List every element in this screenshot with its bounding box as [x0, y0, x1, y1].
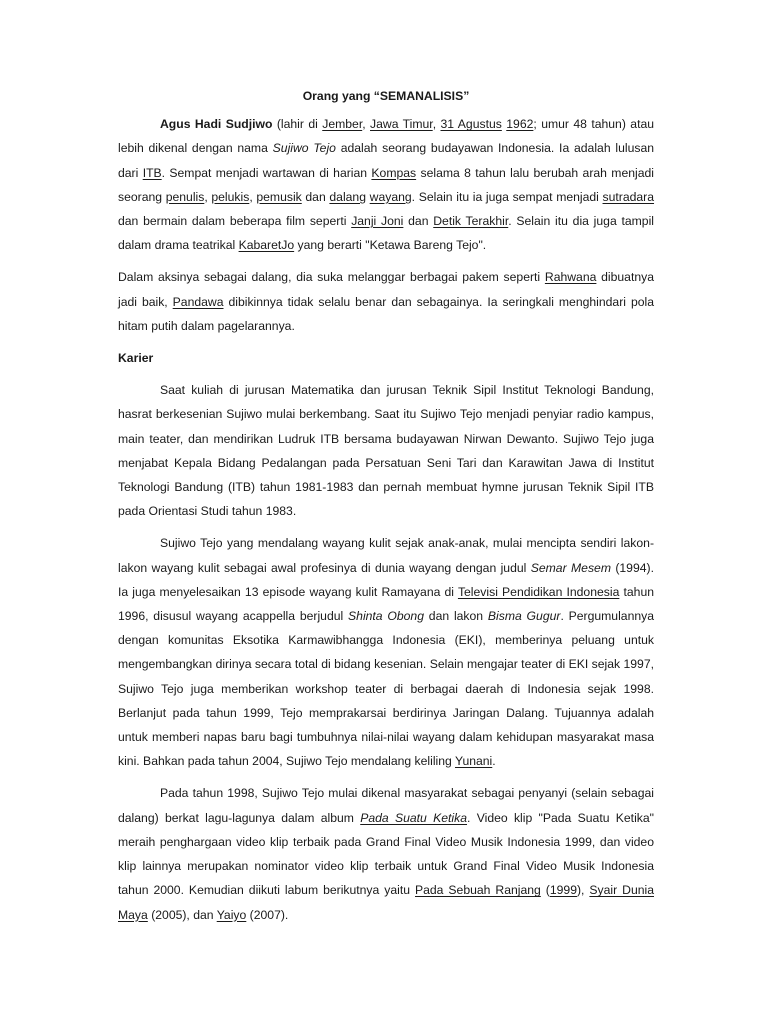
text-run: . Video klip "Pada Suatu Ketika" meraih penghargaan video klip terbaik pada Grand Final Video Musik Indonesia 1999, dan video klip lainnya merupakan nominator video klip terbaik untuk Grand Final Video Musik Indonesia tahun 2000. Kemudian diikuti labum berikutnya yaitu — [118, 810, 654, 898]
text-run: , — [249, 189, 257, 204]
text-run: ( — [540, 883, 550, 898]
link-yunani[interactable]: Yunani — [454, 754, 493, 769]
link-syair-dunia-maya[interactable]: Syair Dunia Maya — [118, 883, 654, 922]
career-paragraph-1: Saat kuliah di jurusan Matematika dan jurusan Teknik Sipil Institut Teknologi Bandung, hasrat berkesenian Sujiwo mulai berkembang. Saat itu Sujiwo Tejo menjadi penyiar radio kampus, main teater, dan mendirikan Ludruk ITB bersama budayawan Nirwan Dewanto. Sujiwo Tejo juga menjabat Kepala Bidang Pedalangan pada Persatuan Seni Tari dan Karawitan Jawa di Institut Teknologi Bandung (ITB) tahun 1981-1983 dan pernah membuat hymne jurusan Teknik Sipil ITB pada Orientasi Studi tahun 1983. — [118, 383, 654, 519]
link-pada-suatu-ketika[interactable]: Pada Suatu Ketika — [360, 810, 468, 825]
link-wayang[interactable]: wayang — [369, 189, 412, 204]
title-shinta-obong: Shinta Obong — [348, 609, 424, 624]
text-run: , — [362, 117, 371, 132]
text-run: tahun 1996, disusul wayang acappella berjudul — [118, 584, 655, 624]
text-run: Dalam aksinya sebagai dalang, dia suka melanggar berbagai pakem seperti — [118, 270, 545, 285]
text-run: . Selain itu dia juga tampil dalam drama teatrikal — [118, 214, 655, 253]
text-run: dan bermain dalam beberapa film seperti — [118, 214, 352, 229]
link-pemusik[interactable]: pemusik — [256, 189, 302, 204]
link-detik-terakhir[interactable]: Detik Terakhir — [433, 214, 509, 229]
section-heading-karier: Karier — [118, 351, 154, 366]
link-birth-year[interactable]: 1962 — [506, 117, 534, 132]
link-kompas[interactable]: Kompas — [371, 165, 417, 180]
text-run: dan — [403, 214, 434, 229]
text-run: ), — [576, 883, 590, 898]
text-run: Sujiwo Tejo yang mendalang wayang kulit sejak anak-anak, mulai mencipta sendiri lakon-lakon wayang kulit sebagai awal profesinya di dunia wayang dengan judul — [118, 536, 654, 575]
text-run: . — [492, 754, 496, 769]
career-paragraph-2 — [118, 531, 654, 773]
link-pelukis[interactable]: pelukis — [211, 189, 250, 204]
text-run: (2007). — [246, 907, 289, 922]
text-run: , — [432, 117, 441, 132]
link-pada-sebuah-ranjang[interactable]: Pada Sebuah Ranjang — [415, 883, 541, 898]
link-dalang[interactable]: dalang — [329, 189, 366, 204]
text-run: dibuatnya jadi baik, — [118, 270, 654, 309]
link-birth-date[interactable]: 31 Agustus — [440, 117, 502, 132]
pakem-paragraph — [118, 265, 654, 338]
subject-name: Agus Hadi Sudjiwo — [160, 117, 273, 132]
link-yaiyo[interactable]: Yaiyo — [216, 907, 247, 922]
link-jawa-timur[interactable]: Jawa Timur — [370, 117, 433, 132]
text-run: dan lakon — [424, 609, 488, 624]
link-kabaretjo[interactable]: KabaretJo — [238, 238, 295, 253]
career-paragraph-3 — [118, 781, 654, 926]
text-run: dan — [301, 189, 330, 204]
link-pandawa[interactable]: Pandawa — [172, 294, 224, 309]
text-run: dibikinnya tidak selalu benar dan sebagainya. Ia seringkali menghindari pola hitam putih dalam pagelarannya. — [118, 294, 654, 333]
link-itb[interactable]: ITB — [142, 165, 162, 180]
text-run: ; umur 48 tahun) atau lebih dikenal dengan nama — [118, 117, 655, 156]
link-year-1999[interactable]: 1999 — [549, 883, 577, 898]
text-run: (1994). Ia juga menyelesaikan 13 episode wayang kulit Ramayana di — [118, 560, 654, 599]
link-penulis[interactable]: penulis — [165, 189, 205, 204]
document-title: Orang yang “SEMANALISIS” — [302, 89, 470, 103]
link-sutradara[interactable]: sutradara — [602, 189, 655, 204]
title-semar-mesem: Semar Mesem — [530, 560, 611, 575]
text-run: Pada tahun 1998, Sujiwo Tejo mulai dikenal masyarakat sebagai penyanyi (selain sebagai dalang) berkat lagu-lagunya dalam album — [118, 786, 654, 825]
link-jember[interactable]: Jember — [322, 117, 363, 132]
text-run: yang berarti "Ketawa Bareng Tejo". — [294, 238, 487, 253]
alias-name: Sujiwo Tejo — [272, 141, 336, 156]
text-run: (2005), dan — [147, 907, 217, 922]
text-run: . Pergumulannya dengan komunitas Eksotika Karmawibhangga Indonesia (EKI), memberinya peluang untuk mengembangkan dirinya secara total di bidang kesenian. Selain mengajar teater di EKI sejak 1997, Sujiwo Tejo juga memberikan workshop teater di berbagai daerah di Indonesia sejak 1998. Berlanjut pada tahun 1999, Tejo memprakarsai berdirinya Jaringan Dalang. Tujuannya adalah untuk memberi napas baru bagi tumbuhnya nilai-nilai wayang dalam kehidupan masyarakat masa kini. Bahkan pada tahun 2004, Sujiwo Tejo mendalang keliling — [118, 609, 654, 769]
text-run: , — [204, 189, 212, 204]
text-run: . Selain itu ia juga sempat menjadi — [411, 189, 603, 204]
document-body — [118, 84, 654, 935]
intro-paragraph — [118, 112, 654, 257]
text-run: (lahir di — [272, 117, 323, 132]
text-run: adalah seorang budayawan Indonesia. Ia adalah lulusan dari — [118, 141, 655, 180]
link-televisi-pendidikan-indonesia[interactable]: Televisi Pendidikan Indonesia — [457, 584, 620, 599]
text-run: selama 8 tahun lalu berubah arah menjadi seorang — [118, 165, 654, 204]
link-rahwana[interactable]: Rahwana — [544, 270, 597, 285]
link-janji-joni[interactable]: Janji Joni — [351, 214, 404, 229]
text-run: . Sempat menjadi wartawan di harian — [161, 165, 372, 180]
title-bisma-gugur: Bisma Gugur — [487, 609, 561, 624]
